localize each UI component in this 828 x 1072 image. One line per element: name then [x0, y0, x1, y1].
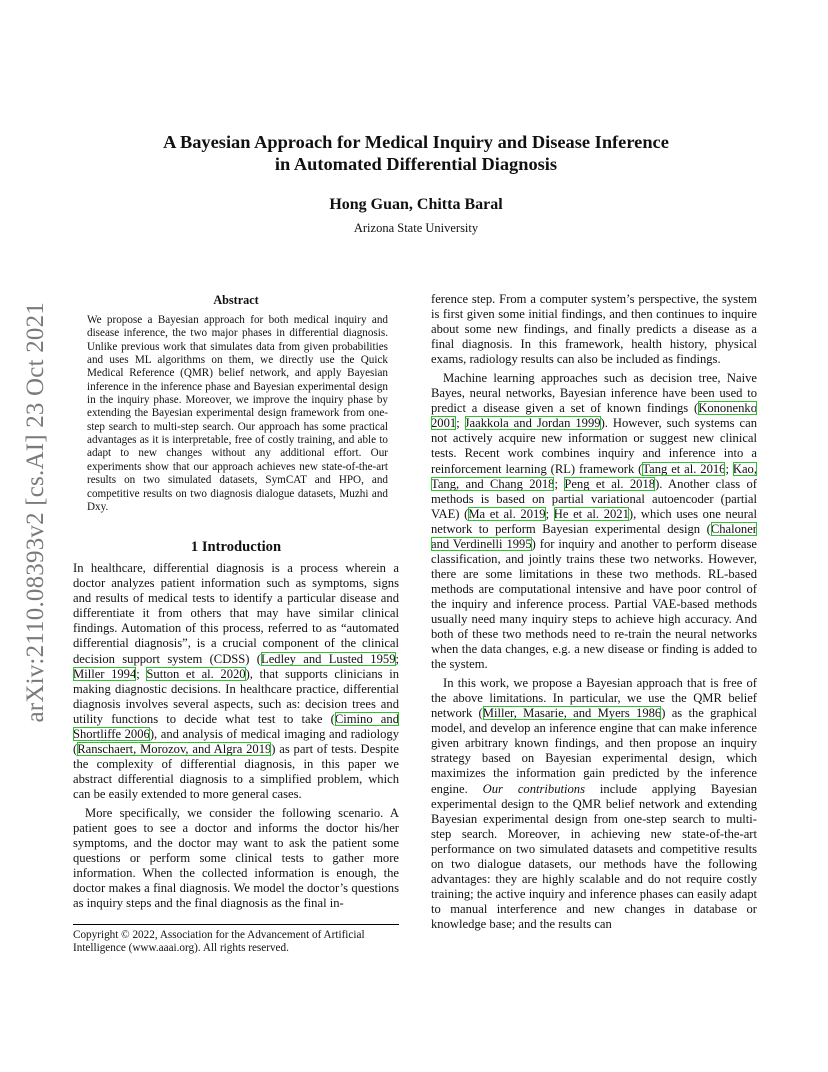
citation-link[interactable]: He et al. 2021 — [553, 506, 629, 521]
text-run: ), which uses one neural network to perform Bayesian experimental design ( — [431, 506, 757, 536]
right-paragraph-1: ference step. From a computer system’s perspective, the system is first given some initial findings, and then continues to inquire about some new findings, and finally predicts a disease as a final diagnosis. In this framework, health history, physical exams, radiology results can also be included as findings. — [431, 292, 757, 367]
text-run: ; — [725, 461, 733, 476]
text-run: ; — [395, 651, 399, 666]
abstract-heading: Abstract — [213, 293, 259, 307]
right-column — [431, 292, 757, 932]
text-run: include applying Bayesian experimental design to the QMR belief network and extending Bayesian experimental design from one-step search to multi-step search. Moreover, in achieving new state-of-the-art performance on two simulated datasets and competitive results on two dialogue datasets, our methods have the following advantages: they are highly scalable and do not require costly training; the active inquiry and inference phases can easily adapt to manual interference and new changes in database or knowledge base; and the results can — [431, 781, 757, 931]
emphasis-text: Our contributions — [482, 781, 585, 796]
text-run: ) as the graphical model, and develop an inference engine that can make inference given arbitrary known findings, and then propose an inquiry strategy based on Bayesian experimental design, which maximizes the information gain predicted by the inference engine. — [431, 706, 757, 796]
text-run: ; — [136, 666, 147, 681]
citation-link[interactable]: Ma et al. 2019 — [468, 506, 546, 521]
text-run: ). However, such systems can not actively acquire new information or suggest new clinical tests. Recent work combines inquiry and inference into a reinforcement learning (RL) framework ( — [431, 416, 758, 476]
affiliation: Arizona State University — [353, 221, 479, 235]
citation-link[interactable]: Miller, Masarie, and Myers 1986 — [482, 706, 662, 721]
text-run: ), that supports clinicians in making diagnostic decisions. In healthcare practice, differential diagnosis involves several aspects, such as: decision trees and utility functions to decide what test to take ( — [73, 666, 399, 726]
text-run: ) as part of tests. Despite the complexity of differential diagnosis, in this paper we abstract differential diagnosis to a simplified problem, which can be easily extended to more general cases. — [73, 741, 399, 801]
title-line-1: A Bayesian Approach for Medical Inquiry and Disease Inference — [163, 132, 669, 152]
right-paragraph-3 — [431, 676, 757, 932]
text-run: Machine learning approaches such as decision tree, Naive Bayes, neural networks, Bayesian inference have been used to predict a disease given a set of known findings ( — [431, 371, 757, 416]
text-run: ). Another class of methods is based on partial variational autoencoder (partial VAE) ( — [431, 476, 757, 521]
intro-paragraph-1 — [73, 561, 399, 802]
citation-link[interactable]: Kononenko 2001 — [431, 401, 757, 431]
right-paragraph-2 — [431, 371, 757, 672]
citation-link[interactable]: Cimino and Shortliffe 2006 — [73, 711, 399, 741]
citation-link[interactable]: Peng et al. 2018 — [564, 476, 656, 491]
text-run: ; — [456, 416, 465, 431]
citation-link[interactable]: Chaloner and Verdinelli 1995 — [431, 521, 757, 551]
text-run: In this work, we propose a Bayesian approach that is free of the above limitations. In particular, we use the QMR belief network ( — [431, 676, 757, 721]
text-run: ), and analysis of medical imaging and radiology ( — [73, 726, 400, 756]
text-run: ) for inquiry and another to perform disease classification, and jointly trains these two networks. However, there are some limitations in these two methods. RL-based methods are computational intensive and have poor control of the inquiry and inference process. Partial VAE-based methods usually need many inquiry steps to achieve high accuracy. And both of these two methods need to re-train the neural networks when the data changes, e.g. a new disease or finding is added to the system. — [431, 536, 757, 672]
arxiv-identifier-stamp — [16, 296, 56, 728]
citation-link[interactable]: Miller 1994 — [73, 666, 137, 681]
citation-link[interactable]: Kao, Tang, and Chang 2018 — [431, 461, 757, 491]
citation-link[interactable]: Ledley and Lusted 1959 — [261, 651, 396, 666]
arxiv-stamp-text: arXiv:2110.08393v2 [cs.AI] 23 Oct 2021 — [22, 301, 49, 723]
citation-link[interactable]: Jaakkola and Jordan 1999 — [464, 416, 601, 431]
section-heading-introduction: 1 Introduction — [190, 539, 282, 556]
intro-paragraph-2: More specifically, we consider the following scenario. A patient goes to see a doctor and informs the doctor his/her symptoms, and the doctor may want to ask the patient some questions or perform some clinical tests to gather more information. When the collected information is enough, the doctor makes a final diagnosis. We model the doctor’s questions as inquiry steps and the final diagnosis as the final in- — [73, 806, 399, 911]
left-column — [73, 290, 399, 911]
text-run: In healthcare, differential diagnosis is a process wherein a doctor analyzes patient information such as symptoms, signs and results of medical tests to identify a particular disease and differentiate it from others that may have similar clinical findings. Automation of this process, referred to as “automated differential diagnosis”, is a crucial component of the clinical decision support system (CDSS) ( — [73, 561, 399, 666]
text-run: ; — [554, 476, 565, 491]
title-line-2: in Automated Differential Diagnosis — [274, 154, 558, 174]
text-run: ; — [545, 506, 554, 521]
copyright-footnote: Copyright © 2022, Association for the Advancement of Artificial Intelligence (www.aaai.org). All rights reserved. — [73, 924, 399, 956]
citation-link[interactable]: Ranschaert, Morozov, and Algra 2019 — [77, 741, 272, 756]
citation-link[interactable]: Tang et al. 2016 — [642, 461, 726, 476]
abstract-text: We propose a Bayesian approach for both medical inquiry and disease inference, the two major phases in differential diagnosis. Unlike previous work that simulates data from given probabilities and uses ML algorithms on them, we directly use the Quick Medical Reference (QMR) belief network, and apply Bayesian inference in the inference phase and Bayesian experimental design in the inquiry phase. Moreover, we improve the inquiry phase by extending the Bayesian experimental design framework from one-step search to multi-step search. Our approach has some practical advantages as it is interpretable, free of costly training, and able to adapt to new changes without any additional effort. Our experiments show that our approach achieves new state-of-the-art results on two simulated datasets, SymCAT and HPO, and competitive results on two diagnosis dialogue datasets, Muzhi and Dxy. — [87, 314, 388, 513]
paper-title — [100, 131, 732, 175]
citation-link[interactable]: Sutton et al. 2020 — [146, 666, 246, 681]
author-list: Hong Guan, Chitta Baral — [329, 196, 503, 213]
